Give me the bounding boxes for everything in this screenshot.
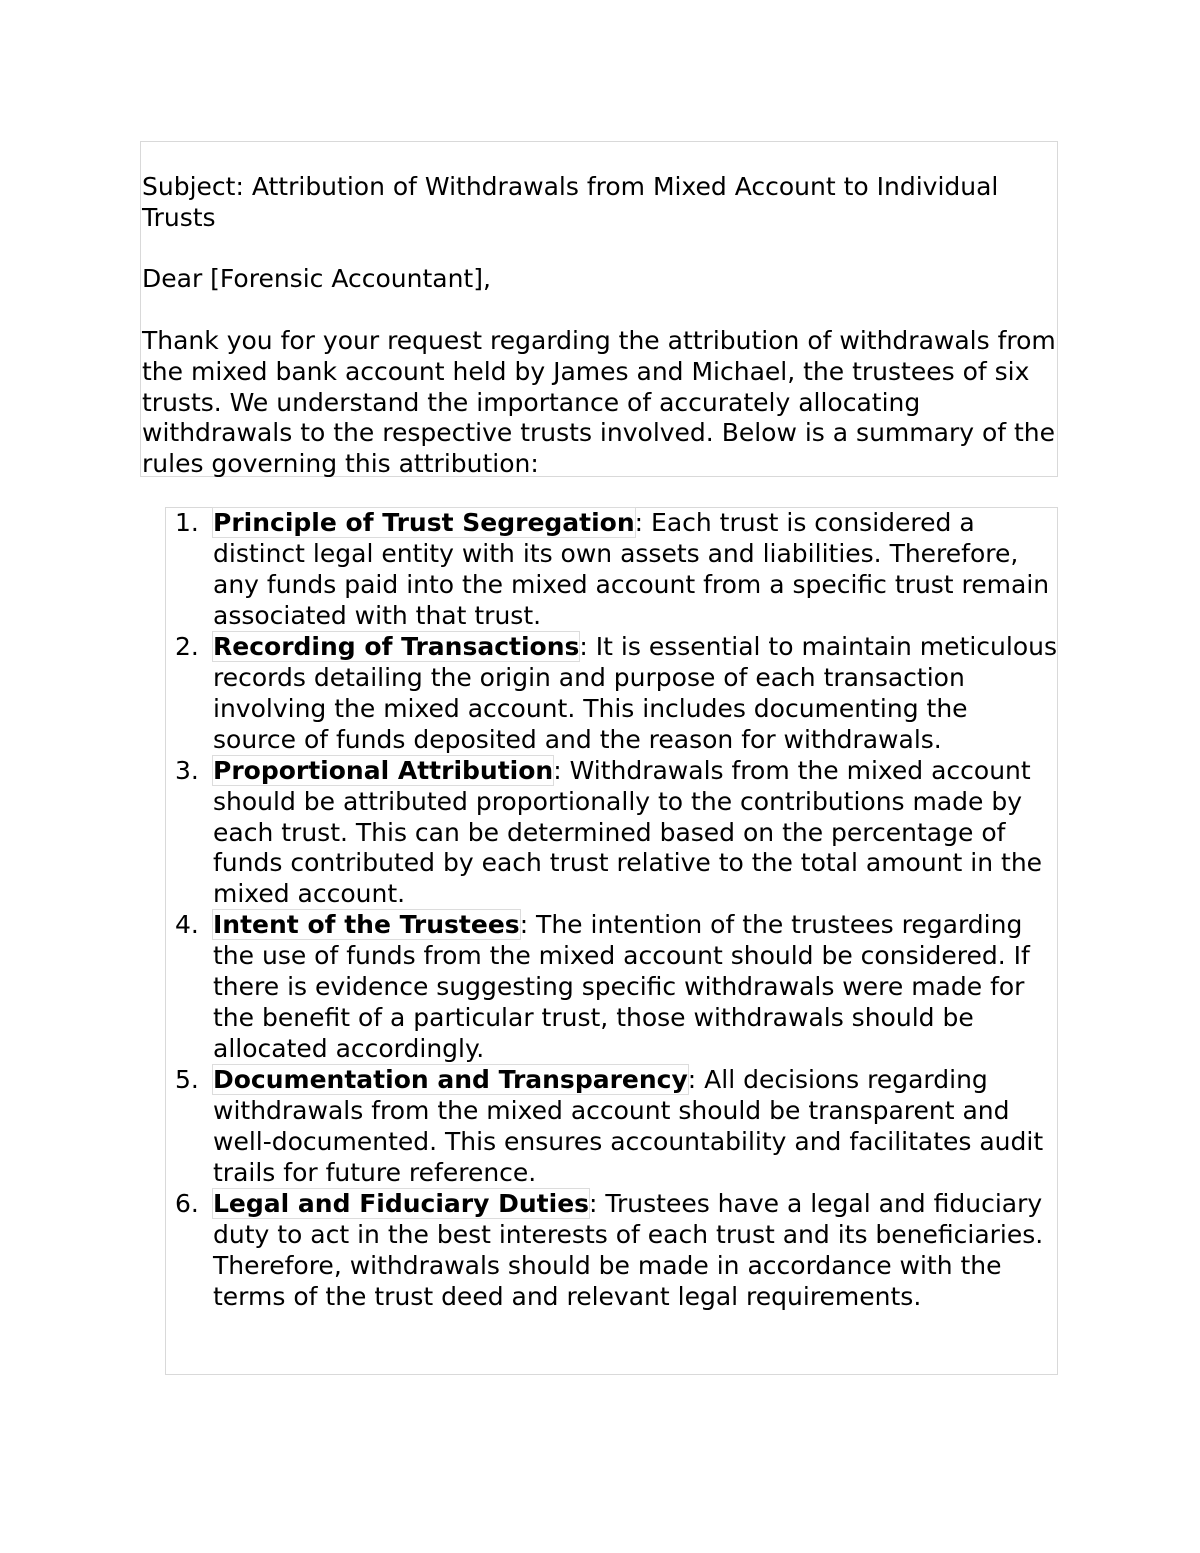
rule-title: Principle of Trust Segregation	[213, 508, 635, 537]
rules-section	[165, 507, 1058, 1375]
rule-text: : Trustees have a legal and fiduciary duty to act in the best interests of each trust and its beneficiaries. Therefore, withdrawals should be made in accordance with the terms of the trust deed and relevant legal requirements.	[213, 1188, 1044, 1311]
letter-intro-section	[140, 141, 1058, 477]
rule-item-3	[175, 755, 1057, 911]
rule-text: : It is essential to maintain meticulous records detailing the origin and purpose of each transaction involving the mixed account. This includes documenting the source of funds deposited and the reason for withdrawals.	[213, 631, 1057, 754]
letter-intro-paragraph: Thank you for your request regarding the attribution of withdrawals from the mixed bank account held by James and Michael, the trustees of six trusts. We understand the importance of accurately allocating withdrawals to the respective trusts involved. Below is a summary of the rules governing this attribution:	[142, 325, 1056, 479]
rule-number: 5.	[175, 1065, 199, 1095]
rule-title: Intent of the Trustees	[213, 910, 520, 940]
rule-number: 2.	[175, 631, 199, 661]
rule-title: Proportional Attribution	[213, 755, 554, 785]
rule-text: : Withdrawals from the mixed account should be attributed proportionally to the contributions made by each trust. This can be determined based on the percentage of funds contributed by each trust relative to the total amount in the mixed account.	[213, 755, 1043, 909]
rule-text: : All decisions regarding withdrawals from the mixed account should be transparent and well-documented. This ensures accountability and facilitates audit trails for future reference.	[213, 1065, 1044, 1188]
rule-title: Recording of Transactions	[213, 631, 580, 661]
rule-number: 4.	[175, 910, 199, 940]
rule-title: Legal and Fiduciary Duties	[213, 1188, 590, 1218]
rule-text: : The intention of the trustees regarding the use of funds from the mixed account should be considered. If there is evidence suggesting specific withdrawals were made for the benefit of a particular trust, those withdrawals should be allocated accordingly.	[213, 910, 1030, 1064]
rule-number: 1.	[175, 508, 199, 537]
letter-subject: Subject: Attribution of Withdrawals from Mixed Account to Individual Trusts	[142, 172, 999, 232]
rule-item-5	[175, 1065, 1057, 1189]
rules-list	[166, 508, 1057, 1313]
rule-number: 3.	[175, 755, 199, 785]
rule-item-4	[175, 910, 1057, 1065]
rule-item-6	[175, 1188, 1057, 1313]
rule-title: Documentation and Transparency	[213, 1065, 688, 1095]
rule-text: : Each trust is considered a distinct legal entity with its own assets and liabilities. Therefore, any funds paid into the mixed account from a specific trust remain associated with that trust.	[213, 508, 1050, 630]
rule-item-2	[175, 631, 1057, 756]
rule-number: 6.	[175, 1188, 199, 1218]
letter-salutation: Dear [Forensic Accountant],	[142, 264, 491, 294]
rule-item-1	[175, 508, 1057, 632]
